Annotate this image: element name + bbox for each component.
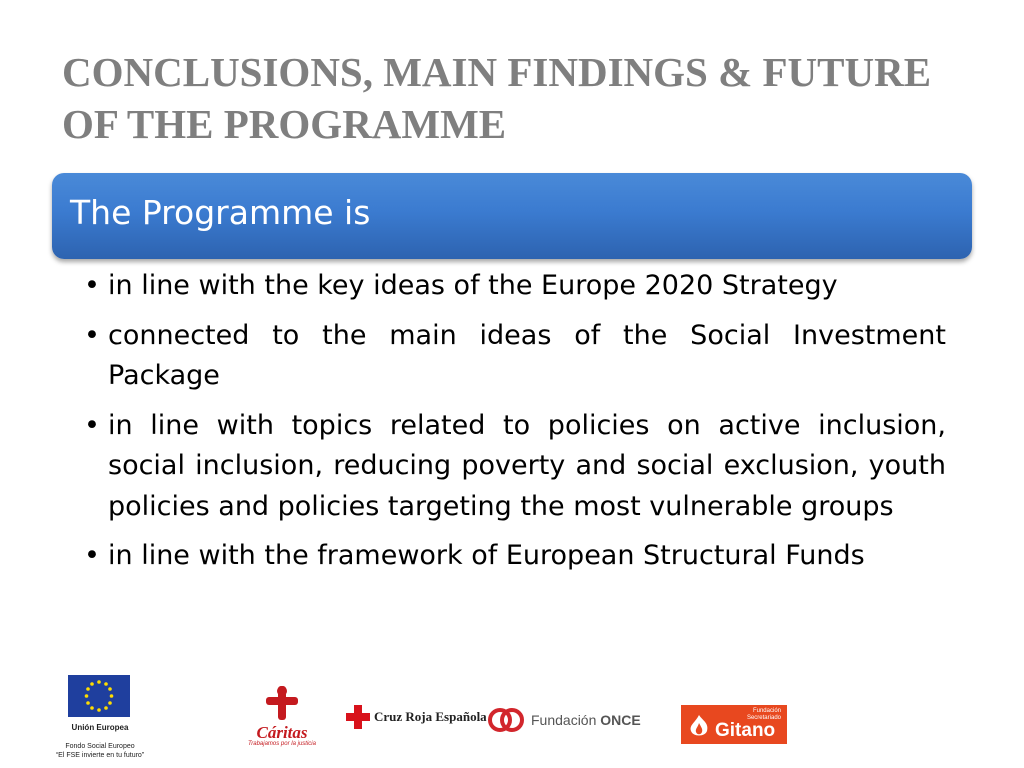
once-prefix: Fundación: [531, 712, 597, 728]
gitano-name: Gitano: [715, 720, 776, 741]
caritas-name: Cáritas: [256, 723, 308, 742]
caritas-logo: [240, 686, 324, 747]
once-logo: [487, 706, 641, 734]
slide-title-line-1: CONCLUSIONS, MAIN FINDINGS & FUTURE: [62, 49, 932, 95]
cruz-roja-name: Cruz Roja Española: [374, 709, 487, 724]
eu-flag-icon: [68, 675, 130, 717]
caritas-cross-icon: [262, 686, 302, 720]
once-name: [531, 712, 641, 728]
slide-title: [62, 46, 962, 150]
gitano-flame-icon: [685, 713, 713, 739]
bullet-item-3: • in line with topics related to policies on active inclusion, social inclusion, reducing poverty and social exclusion, youth policies and policies targeting the most vulnerable groups: [84, 406, 946, 528]
once-rings-icon: [487, 706, 525, 734]
eu-logo: [52, 675, 148, 760]
eu-line-2: “El FSE invierte en tu futuro”: [55, 752, 145, 759]
bullet-item-1: • in line with the key ideas of the Europe 2020 Strategy: [84, 266, 946, 307]
logo-strip: [0, 670, 1024, 768]
gitano-small-line-2: Secretariado: [746, 715, 781, 721]
eu-name: Unión Europea: [71, 723, 129, 732]
slide-title-line-2: OF THE PROGRAMME: [62, 101, 507, 147]
bullet-item-2: • connected to the main ideas of the Social Investment Package: [84, 316, 946, 397]
red-cross-icon: [346, 705, 370, 729]
section-header-bar: [52, 173, 972, 259]
gitano-logo: [681, 705, 787, 744]
cruz-roja-logo: [346, 705, 487, 729]
bullet-item-4: • in line with the framework of European Structural Funds: [84, 536, 946, 577]
caritas-tagline: Trabajamos por la justicia: [248, 741, 316, 747]
section-header-text: The Programme is: [70, 193, 371, 232]
bullet-list: [84, 266, 946, 586]
once-word: ONCE: [600, 712, 641, 728]
eu-caption: [52, 723, 148, 760]
eu-line-1: Fondo Social Europeo: [65, 743, 135, 750]
gitano-small-line-1: Fundación: [752, 708, 781, 714]
